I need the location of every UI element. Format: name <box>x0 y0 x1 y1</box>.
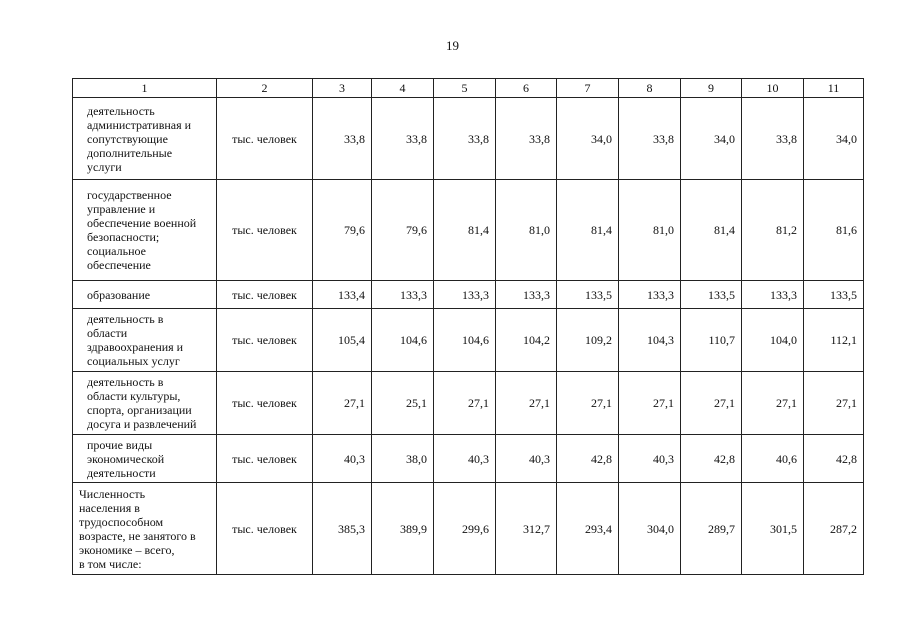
row-label-line: дополнительные <box>87 145 173 160</box>
unit-cell: тыс. человек <box>217 281 313 309</box>
value-cell: 27,1 <box>313 372 372 435</box>
value-cell: 312,7 <box>496 483 557 575</box>
value-cell: 81,4 <box>681 180 742 281</box>
unit-cell: тыс. человек <box>217 372 313 435</box>
value-cell: 385,3 <box>313 483 372 575</box>
header-cell-11: 11 <box>804 79 864 98</box>
row-label-line: в том числе: <box>79 556 142 571</box>
value-cell: 389,9 <box>372 483 434 575</box>
header-cell-10: 10 <box>742 79 804 98</box>
value-cell: 34,0 <box>804 98 864 180</box>
value-cell: 81,0 <box>496 180 557 281</box>
row-label-line: области культуры, <box>87 389 181 403</box>
value-cell: 33,8 <box>313 98 372 180</box>
row-label-line: услуги <box>87 159 122 174</box>
value-cell: 27,1 <box>496 372 557 435</box>
row-label-line: обеспечение <box>87 258 151 272</box>
value-cell: 33,8 <box>496 98 557 180</box>
row-label <box>73 483 217 575</box>
value-cell: 104,0 <box>742 309 804 372</box>
value-cell: 33,8 <box>372 98 434 180</box>
value-cell: 27,1 <box>619 372 681 435</box>
header-cell-3: 3 <box>313 79 372 98</box>
value-cell: 301,5 <box>742 483 804 575</box>
header-cell-9: 9 <box>681 79 742 98</box>
row-label-line: области <box>87 326 128 340</box>
unit-cell: тыс. человек <box>217 98 313 180</box>
header-cell-4: 4 <box>372 79 434 98</box>
header-cell-7: 7 <box>557 79 619 98</box>
value-cell: 27,1 <box>557 372 619 435</box>
value-cell: 42,8 <box>557 435 619 483</box>
value-cell: 133,3 <box>742 281 804 309</box>
page-number: 19 <box>446 38 459 53</box>
row-label-line: сопутствующие <box>87 131 168 146</box>
value-cell: 133,3 <box>372 281 434 309</box>
row-label-line: экономической <box>87 451 165 466</box>
value-cell: 133,5 <box>804 281 864 309</box>
value-cell: 27,1 <box>434 372 496 435</box>
value-cell: 112,1 <box>804 309 864 372</box>
row-label-line: досуга и развлечений <box>87 417 197 431</box>
unit-cell: тыс. человек <box>217 309 313 372</box>
value-cell: 38,0 <box>372 435 434 483</box>
value-cell: 133,3 <box>496 281 557 309</box>
table-row <box>73 281 864 309</box>
value-cell: 133,3 <box>434 281 496 309</box>
statistics-table <box>72 78 864 575</box>
table-row <box>73 98 864 180</box>
value-cell: 40,3 <box>619 435 681 483</box>
value-cell: 289,7 <box>681 483 742 575</box>
value-cell: 105,4 <box>313 309 372 372</box>
value-cell: 133,5 <box>681 281 742 309</box>
row-label <box>73 372 217 435</box>
value-cell: 34,0 <box>681 98 742 180</box>
row-label <box>73 180 217 281</box>
value-cell: 27,1 <box>804 372 864 435</box>
row-label-line: экономике – всего, <box>79 542 175 557</box>
row-label-line: Численность <box>79 486 146 501</box>
row-label-line: образование <box>87 287 151 302</box>
row-label-line: здравоохранения и <box>87 340 184 354</box>
value-cell: 299,6 <box>434 483 496 575</box>
value-cell: 104,6 <box>434 309 496 372</box>
value-cell: 40,3 <box>496 435 557 483</box>
header-cell-2: 2 <box>217 79 313 98</box>
table-row <box>73 180 864 281</box>
table-row <box>73 372 864 435</box>
header-cell-6: 6 <box>496 79 557 98</box>
row-label-line: безопасности; <box>87 230 160 244</box>
row-label-line: возрасте, не занятого в <box>79 528 196 543</box>
value-cell: 33,8 <box>742 98 804 180</box>
value-cell: 42,8 <box>681 435 742 483</box>
value-cell: 81,2 <box>742 180 804 281</box>
row-label-line: спорта, организации <box>87 403 192 417</box>
table-row <box>73 435 864 483</box>
unit-cell: тыс. человек <box>217 435 313 483</box>
row-label-line: прочие виды <box>87 437 153 452</box>
header-cell-8: 8 <box>619 79 681 98</box>
unit-cell: тыс. человек <box>217 180 313 281</box>
value-cell: 133,4 <box>313 281 372 309</box>
row-label-line: деятельности <box>87 465 156 480</box>
value-cell: 40,3 <box>313 435 372 483</box>
value-cell: 40,3 <box>434 435 496 483</box>
value-cell: 27,1 <box>742 372 804 435</box>
table-header-row <box>73 79 864 98</box>
value-cell: 81,6 <box>804 180 864 281</box>
row-label-line: социальное <box>87 244 146 258</box>
value-cell: 293,4 <box>557 483 619 575</box>
row-label-line: населения в <box>79 500 140 515</box>
row-label-line: административная и <box>87 117 192 132</box>
value-cell: 81,4 <box>434 180 496 281</box>
value-cell: 34,0 <box>557 98 619 180</box>
row-label <box>73 435 217 483</box>
value-cell: 109,2 <box>557 309 619 372</box>
value-cell: 33,8 <box>619 98 681 180</box>
row-label-line: деятельность в <box>87 375 164 389</box>
value-cell: 304,0 <box>619 483 681 575</box>
row-label-line: государственное <box>87 188 172 202</box>
row-label <box>73 281 217 309</box>
row-label-line: деятельность <box>87 103 155 118</box>
value-cell: 133,3 <box>619 281 681 309</box>
table-row <box>73 309 864 372</box>
unit-cell: тыс. человек <box>217 483 313 575</box>
row-label-line: деятельность в <box>87 312 164 326</box>
header-cell-5: 5 <box>434 79 496 98</box>
row-label-line: социальных услуг <box>87 354 180 368</box>
value-cell: 25,1 <box>372 372 434 435</box>
value-cell: 79,6 <box>313 180 372 281</box>
table-body <box>73 79 864 575</box>
value-cell: 27,1 <box>681 372 742 435</box>
value-cell: 104,3 <box>619 309 681 372</box>
row-label-line: трудоспособном <box>79 514 164 529</box>
value-cell: 104,6 <box>372 309 434 372</box>
value-cell: 81,0 <box>619 180 681 281</box>
value-cell: 110,7 <box>681 309 742 372</box>
value-cell: 287,2 <box>804 483 864 575</box>
value-cell: 104,2 <box>496 309 557 372</box>
row-label <box>73 309 217 372</box>
value-cell: 133,5 <box>557 281 619 309</box>
value-cell: 81,4 <box>557 180 619 281</box>
row-label-line: управление и <box>87 202 156 216</box>
table-row <box>73 483 864 575</box>
row-label <box>73 98 217 180</box>
value-cell: 33,8 <box>434 98 496 180</box>
value-cell: 40,6 <box>742 435 804 483</box>
row-label-line: обеспечение военной <box>87 216 197 230</box>
value-cell: 42,8 <box>804 435 864 483</box>
header-cell-1: 1 <box>73 79 217 98</box>
value-cell: 79,6 <box>372 180 434 281</box>
